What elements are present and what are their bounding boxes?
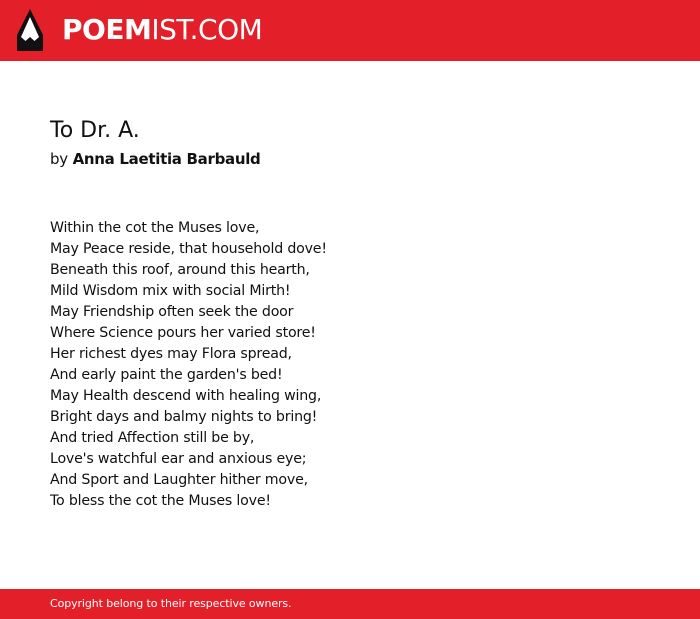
poem-body bbox=[50, 218, 327, 512]
poem-byline bbox=[50, 149, 261, 169]
poem-line: May Peace reside, that household dove! bbox=[50, 241, 327, 257]
poem-line: Love's watchful ear and anxious eye; bbox=[50, 451, 307, 467]
poem-line: May Friendship often seek the door bbox=[50, 304, 294, 320]
site-footer bbox=[0, 589, 700, 619]
poem-line: Within the cot the Muses love, bbox=[50, 220, 260, 236]
poem-line: Bright days and balmy nights to bring! bbox=[50, 409, 318, 425]
poem-line: Mild Wisdom mix with social Mirth! bbox=[50, 283, 291, 299]
site-logo[interactable] bbox=[62, 12, 262, 48]
poem-line: Her richest dyes may Flora spread, bbox=[50, 346, 292, 362]
poem-line: May Health descend with healing wing, bbox=[50, 388, 322, 404]
poem-line: And early paint the garden's bed! bbox=[50, 367, 283, 383]
poem-line: Beneath this roof, around this hearth, bbox=[50, 262, 310, 278]
copyright-notice: Copyright belong to their respective owners. bbox=[50, 597, 292, 610]
poem-title: To Dr. A. bbox=[50, 118, 140, 143]
site-header bbox=[0, 0, 700, 61]
byline-prefix: by bbox=[50, 150, 68, 168]
poem-line: Where Science pours her varied store! bbox=[50, 325, 316, 341]
poem-line: And Sport and Laughter hither move, bbox=[50, 472, 308, 488]
poem-line: And tried Affection still be by, bbox=[50, 430, 255, 446]
logo-light-text: IST.COM bbox=[151, 13, 263, 46]
logo-bold-text: POEM bbox=[62, 13, 152, 46]
poem-line: To bless the cot the Muses love! bbox=[50, 493, 271, 509]
pencil-icon[interactable] bbox=[17, 9, 43, 51]
poem-author: Anna Laetitia Barbauld bbox=[72, 150, 261, 168]
